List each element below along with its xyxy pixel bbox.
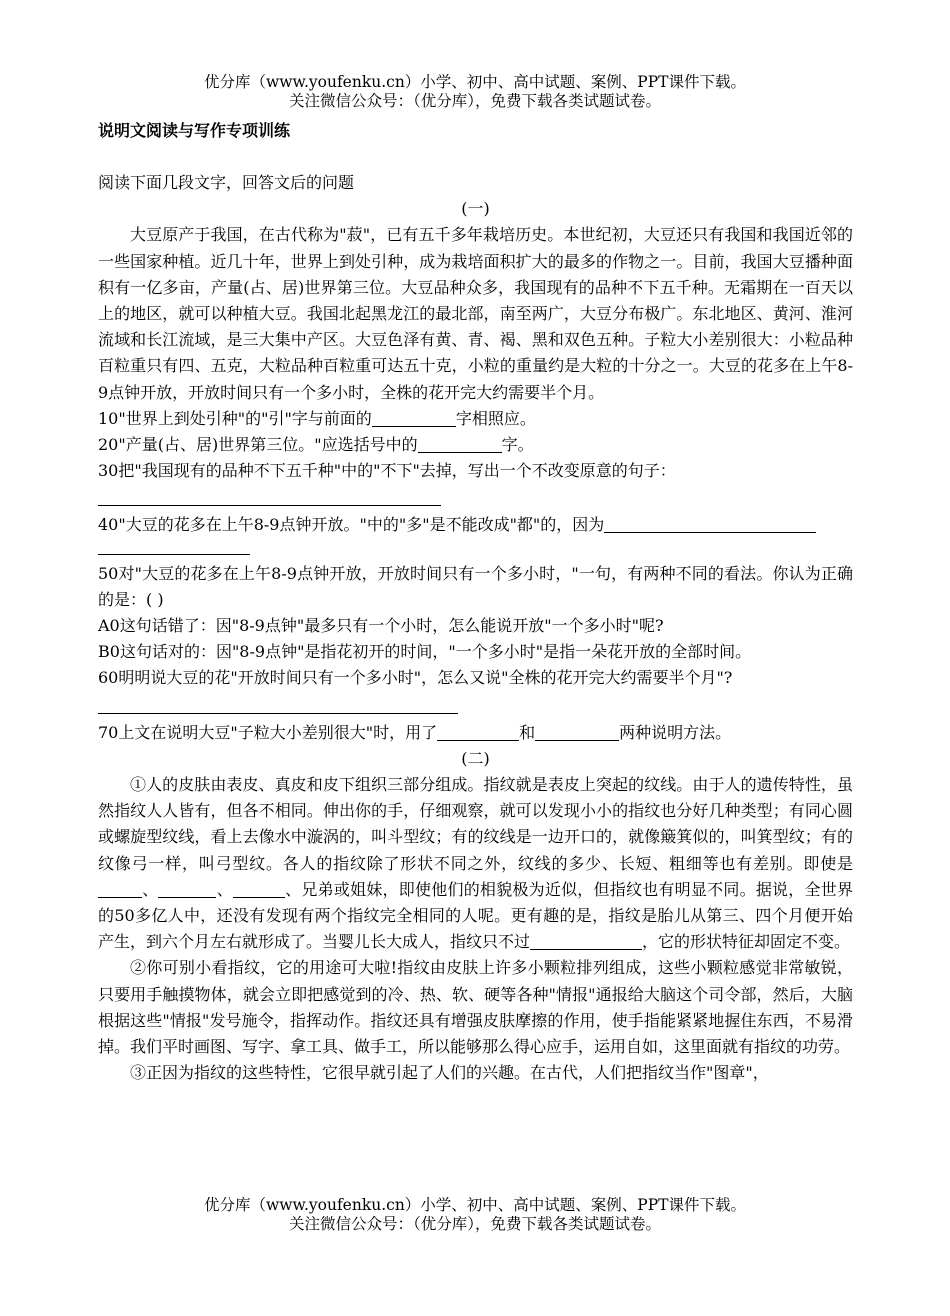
question-2 [98, 432, 853, 458]
header-line-1: 优分库（www.youfenku.cn）小学、初中、高中试题、案例、PPT课件下载。 [203, 73, 747, 91]
question-4-text: 40"大豆的花多在上午8-9点钟开放。"中的"多"是不能改成"都"的，因为 [98, 515, 605, 535]
answer-line[interactable] [98, 490, 441, 506]
question-3: 30把"我国现有的品种不下五千种"中的"不下"去掉，写出一个不改变原意的句子： [98, 461, 676, 481]
paragraph-1-text: ①人的皮肤由表皮、真皮和皮下组织三部分组成。指纹就是表皮上突起的纹线。由于人的遗传特性，虽然指纹人人皆有，但各不相同。伸出你的手，仔细观察，就可以发现小小的指纹也分好几种类型；有同心圆或螺旋型纹线，看上去像水中漩涡的，叫斗型纹；有的纹线是一边开口的，就像簸箕似的，叫箕型纹；有的纹像弓一样，叫弓型纹。各人的指纹除了形状不同之外，纹线的多少、长短、粗细等也有差别。即使是 [98, 775, 853, 873]
question-2-text-end: 字。 [501, 435, 534, 455]
answer-blank[interactable] [98, 880, 142, 898]
paragraph-1-text-end: ，它的形状特征却固定不变。 [642, 932, 851, 952]
answer-blank[interactable] [233, 880, 285, 898]
section-2-paragraph-1 [98, 772, 853, 955]
question-4 [98, 512, 853, 538]
answer-blank[interactable] [418, 435, 502, 453]
separator: 、 [216, 879, 233, 899]
question-2-text: 20"产量(占、居)世界第三位。"应选括号中的 [98, 435, 418, 455]
document-body [98, 118, 853, 1087]
question-6: 60明明说大豆的花"开放时间只有一个多小时"，怎么又说"全株的花开完大约需要半个月"? [98, 668, 733, 688]
answer-blank[interactable] [604, 515, 816, 533]
question-5: 50对"大豆的花多在上午8-9点钟开放，开放时间只有一个多小时，"一句，有两种不同的看法。你认为正确的是：( ) [98, 563, 853, 609]
answer-blank[interactable] [372, 409, 456, 427]
question-1-text: 10"世界上到处引种"的"引"字与前面的 [98, 408, 372, 428]
separator: 、 [142, 879, 159, 899]
answer-line[interactable] [98, 539, 250, 555]
section-2-label: (二) [461, 748, 490, 768]
section-1-passage: 大豆原产于我国，在古代称为"菽"，已有五千多年栽培历史。本世纪初，大豆还只有我国和我国近邻的一些国家种植。近几十年，世界上到处引种，成为栽培面积扩大的最多的作物之一。目前，我国大豆播种面积有一亿多亩，产量(占、居)世界第三位。大豆品种众多，我国现有的品种不下五千种。无霜期在一百天以上的地区，就可以种植大豆。我国北起黑龙江的最北部，南至两广，大豆分布极广。东北地区、黄河、淮河流域和长江流域，是三大集中产区。大豆色泽有黄、青、褐、黑和双色五种。子粒大小差别很大：小粒品种百粒重只有四、五克，大粒品种百粒重可达五十克，小粒的重量约是大粒的十分之一。大豆的花多在上午8-9点钟开放，开放时间只有一个多小时，全株的花开完大约需要半个月。 [98, 225, 853, 402]
answer-blank[interactable] [535, 723, 619, 741]
answer-line[interactable] [98, 698, 458, 714]
page-footer [0, 1196, 950, 1234]
question-7-text-end: 两种说明方法。 [619, 722, 732, 742]
question-1-text-end: 字相照应。 [455, 408, 536, 428]
answer-blank[interactable] [437, 723, 519, 741]
footer-line-1: 优分库（www.youfenku.cn）小学、初中、高中试题、案例、PPT课件下载。 [203, 1196, 747, 1214]
header-line-2: 关注微信公众号：（优分库），免费下载各类试题试卷。 [288, 92, 661, 110]
section-1-label: (一) [461, 199, 490, 219]
answer-blank[interactable] [530, 932, 642, 950]
question-5-option-b: B0这句话对的：因"8-9点钟"是指花初开的时间，"一个多小时"是指一朵花开放的全部时间。 [98, 642, 752, 662]
question-7-text: 70上文在说明大豆"子粒大小差别很大"时，用了 [98, 722, 438, 742]
page-header [0, 73, 950, 111]
section-2-paragraph-2: ②你可别小看指纹，它的用途可大啦!指纹由皮肤上许多小颗粒排列组成，这些小颗粒感觉非常敏锐，只要用手触摸物体，就会立即把感觉到的冷、热、软、硬等各种"情报"通报给大脑这个司令部，然后，大脑根据这些"情报"发号施令，指挥动作。指纹还具有增强皮肤摩擦的作用，使手指能紧紧地握住东西，不易滑掉。我们平时画图、写字、拿工具、做手工，所以能够那么得心应手，运用自如，这里面就有指纹的功劳。 [98, 958, 853, 1057]
document-title: 说明文阅读与写作专项训练 [98, 121, 291, 140]
section-2-paragraph-3: ③正因为指纹的这些特性，它很早就引起了人们的兴趣。在古代，人们把指纹当作"图章"， [130, 1063, 769, 1083]
question-7 [98, 720, 853, 746]
question-1 [98, 406, 853, 432]
question-5-option-a: A0这句话错了：因"8-9点钟"最多只有一个小时，怎么能说开放"一个多小时"呢? [98, 616, 664, 636]
paragraph-1-text-cont: 、兄弟或姐妹，即使他们的相貌极为近似，但指纹也有明显不同。据说，全世界的50多亿人中，还没有发现有两个指纹完全相同的人呢。更有趣的是，指纹是胎儿从第三、四个月便开始产生，到六个月左右就形成了。当婴儿长大成人，指纹只不过 [98, 879, 853, 952]
question-7-text-mid: 和 [519, 722, 536, 742]
instruction: 阅读下面几段文字，回答文后的问题 [98, 173, 355, 192]
answer-blank[interactable] [158, 880, 216, 898]
footer-line-2: 关注微信公众号：（优分库），免费下载各类试题试卷。 [288, 1215, 661, 1233]
